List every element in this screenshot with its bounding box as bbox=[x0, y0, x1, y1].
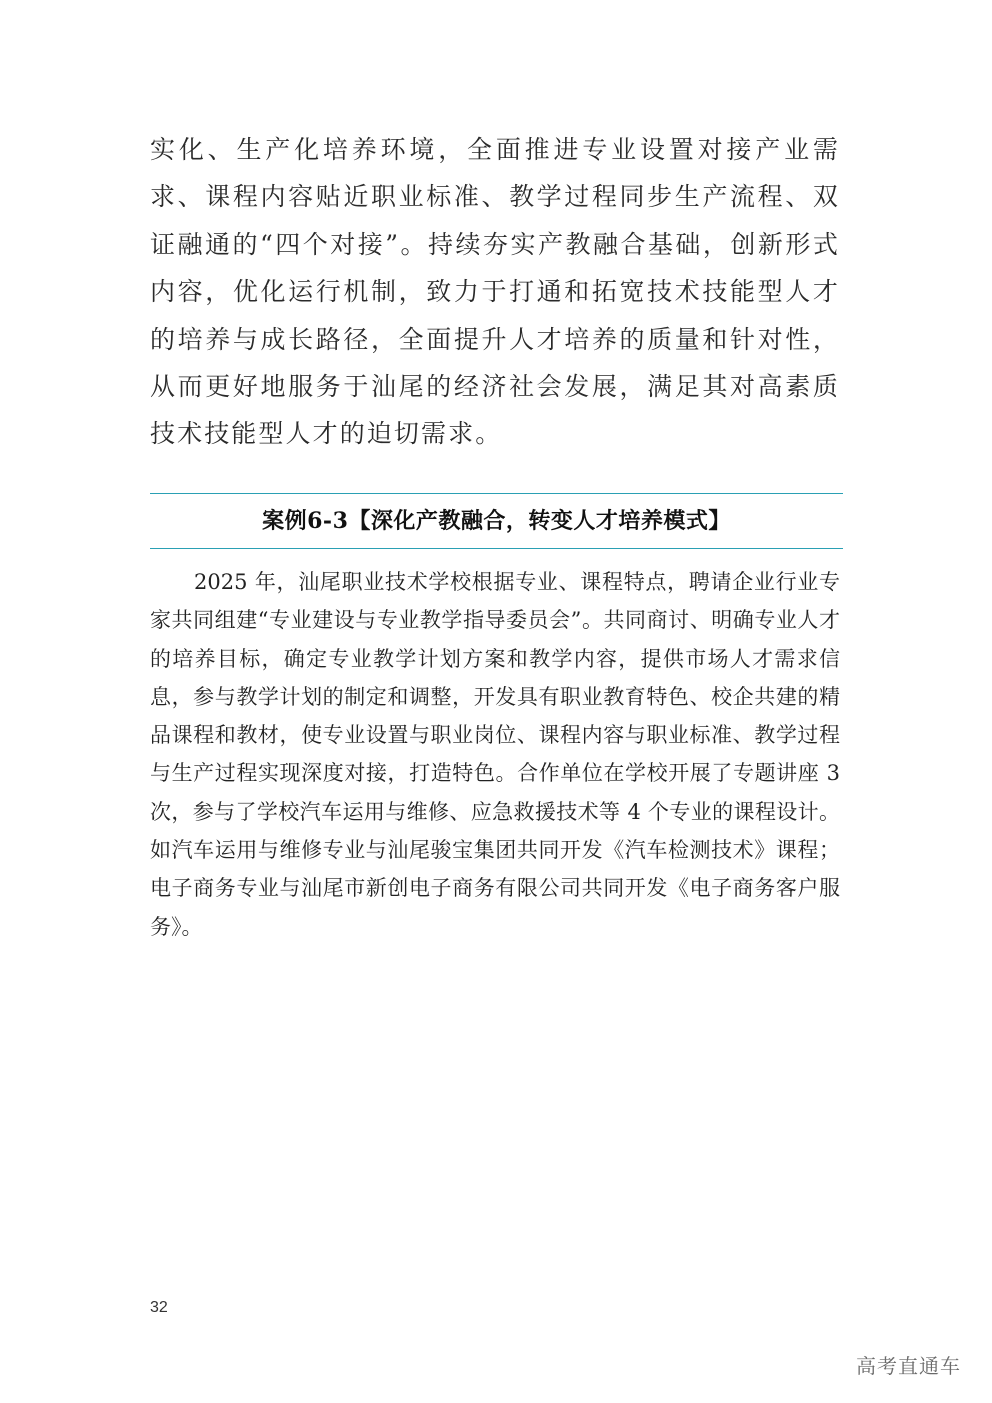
watermark: 高考直通车 bbox=[856, 1354, 961, 1378]
body-paragraph: 实化、生产化培养环境，全面推进专业设置对接产业需求、课程内容贴近职业标准、教学过程同步生产流程、双证融通的“四个对接”。持续夯实产教融合基础，创新形式内容，优化运行机制，致力于打通和拓宽技术技能型人才的培养与成长路径，全面提升人才培养的质量和针对性，从而更好地服务于汕尾的经济社会发展，满足其对高素质技术技能型人才的迫切需求。 bbox=[150, 135, 840, 449]
page-number: 32 bbox=[150, 1299, 168, 1316]
case-bottom-rule bbox=[150, 548, 843, 549]
case-heading-box bbox=[150, 493, 843, 549]
case-title: 案例6-3【深化产教融合，转变人才培养模式】 bbox=[262, 508, 731, 534]
case-body-paragraph: 2025 年，汕尾职业技术学校根据专业、课程特点，聘请企业行业专家共同组建“专业建设与专业教学指导委员会”。共同商讨、明确专业人才的培养目标，确定专业教学计划方案和教学内容，提供市场人才需求信息，参与教学计划的制定和调整，开发具有职业教育特色、校企共建的精品课程和教材，使专业设置与职业岗位、课程内容与职业标准、教学过程与生产过程实现深度对接，打造特色。合作单位在学校开展了专题讲座 3 次，参与了学校汽车运用与维修、应急救援技术等 4 个专业的课程设计。如汽车运用与维修专业与汕尾骏宝集团共同开发《汽车检测技术》课程；电子商务专业与汕尾市新创电子商务有限公司共同开发《电子商务客户服务》。 bbox=[150, 570, 840, 939]
